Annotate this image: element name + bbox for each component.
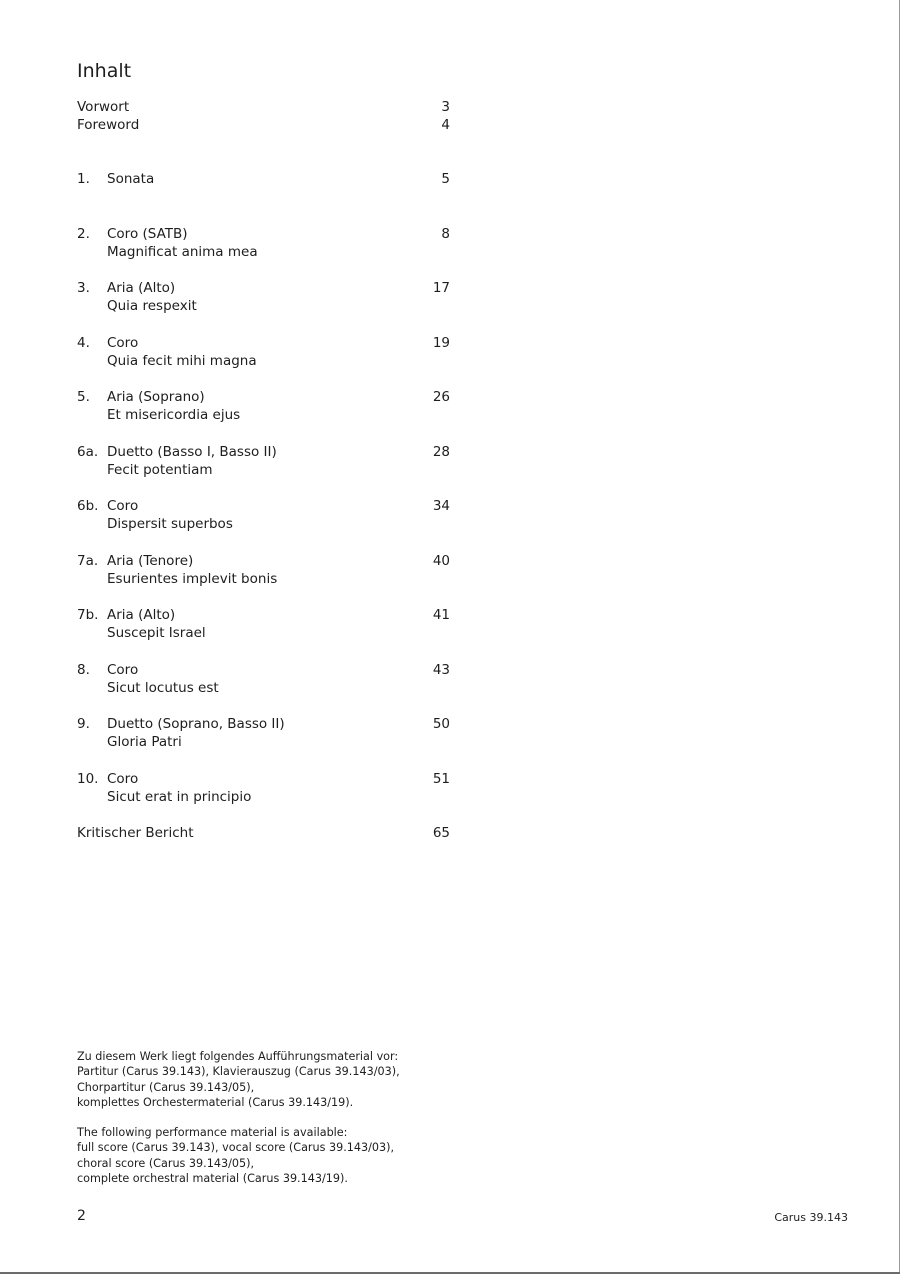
movement-page: 8 [441, 225, 450, 242]
toc-entry-vorwort[interactable] [77, 98, 450, 116]
movement-subtitle: Quia respexit [107, 298, 197, 314]
movement-subtitle: Suscepit Israel [107, 625, 206, 641]
toc-movement-7a[interactable] [77, 552, 450, 588]
movement-number: 8. [77, 661, 90, 678]
movement-page: 19 [432, 334, 450, 351]
movement-subtitle: Gloria Patri [107, 734, 182, 750]
toc-entry-label: Foreword [77, 117, 140, 133]
toc-movement-2[interactable] [77, 225, 450, 261]
toc-entry-page: 3 [441, 99, 450, 115]
movement-label: Duetto (Soprano, Basso II) [107, 716, 285, 732]
movement-number: 7a. [77, 552, 99, 569]
catalog-number: Carus 39.143 [774, 1211, 848, 1224]
movement-number: 6a. [77, 443, 99, 460]
movement-number: 6b. [77, 498, 99, 514]
movement-label: Coro [107, 770, 139, 787]
movement-number: 5. [77, 389, 90, 405]
movement-label: Coro [107, 498, 139, 514]
toc-movement-7b[interactable] [77, 606, 450, 642]
movement-label: Aria (Soprano) [107, 389, 205, 405]
toc-movement-6b[interactable] [77, 497, 450, 533]
toc-movement-10[interactable] [77, 770, 450, 806]
movement-number: 3. [77, 280, 90, 296]
movement-number: 4. [77, 334, 90, 351]
movement-number: 10. [77, 770, 99, 787]
movement-subtitle: Magnificat anima mea [107, 243, 258, 260]
movement-page: 51 [432, 770, 450, 787]
note-line: Chorpartitur (Carus 39.143/05), [77, 1080, 255, 1094]
movement-label: Coro [107, 334, 139, 351]
page-title: Inhalt [77, 60, 132, 82]
movement-label: Aria (Tenore) [107, 552, 194, 569]
toc-entry-label: Vorwort [77, 99, 130, 115]
toc-entry-kritischer-bericht[interactable] [77, 824, 450, 842]
toc-movement-3[interactable] [77, 279, 450, 315]
note-line: choral score (Carus 39.143/05), [77, 1156, 255, 1170]
performance-material-notes [77, 1049, 497, 1201]
toc-movement-5[interactable] [77, 388, 450, 424]
toc-movement-4[interactable] [77, 334, 450, 370]
note-line: komplettes Orchestermaterial (Carus 39.143/19). [77, 1095, 354, 1109]
front-matter [77, 98, 450, 134]
table-of-contents [77, 98, 450, 842]
note-line: full score (Carus 39.143), vocal score (Carus 39.143/03), [77, 1141, 395, 1155]
movement-page: 17 [432, 280, 450, 296]
movement-page: 40 [432, 552, 450, 569]
movement-subtitle: Fecit potentiam [107, 461, 213, 478]
movement-label: Duetto (Basso I, Basso II) [107, 443, 277, 460]
movement-subtitle: Sicut erat in principio [107, 788, 252, 805]
movement-label: Coro [107, 661, 139, 678]
toc-entry-foreword[interactable] [77, 116, 450, 134]
movement-number: 2. [77, 225, 90, 242]
note-line: Zu diesem Werk liegt folgendes Aufführungsmaterial vor: [77, 1050, 399, 1063]
movement-page: 28 [432, 443, 450, 460]
movement-subtitle: Sicut locutus est [107, 679, 219, 696]
note-line: The following performance material is available: [77, 1126, 348, 1140]
note-line: Partitur (Carus 39.143), Klavierauszug (Carus 39.143/03), [77, 1065, 400, 1079]
toc-entry-page: 65 [432, 825, 450, 841]
toc-movement-8[interactable] [77, 661, 450, 697]
movement-subtitle: Et misericordia ejus [107, 407, 241, 423]
notes-english [77, 1125, 497, 1186]
movement-subtitle: Esurientes implevit bonis [107, 570, 278, 587]
movement-label: Sonata [107, 171, 155, 187]
movement-subtitle: Quia fecit mihi magna [107, 352, 257, 369]
movement-subtitle: Dispersit superbos [107, 516, 233, 532]
toc-entry-label: Kritischer Bericht [77, 825, 194, 841]
page-number: 2 [77, 1208, 86, 1224]
movement-label: Coro (SATB) [107, 225, 188, 242]
movement-label: Aria (Alto) [107, 280, 176, 296]
movement-page: 34 [432, 498, 450, 514]
toc-movement-6a[interactable] [77, 443, 450, 479]
movement-page: 41 [432, 607, 450, 623]
movement-page: 43 [432, 661, 450, 678]
notes-german [77, 1049, 497, 1110]
toc-entry-page: 4 [441, 117, 450, 133]
movement-page: 26 [432, 389, 450, 405]
toc-movement-9[interactable] [77, 715, 450, 751]
movement-page: 50 [432, 716, 450, 732]
movement-number: 1. [77, 171, 90, 187]
movement-page: 5 [441, 171, 450, 187]
movement-number: 7b. [77, 607, 99, 623]
note-line: complete orchestral material (Carus 39.143/19). [77, 1172, 348, 1186]
toc-movement-1[interactable] [77, 170, 450, 206]
movement-number: 9. [77, 716, 90, 732]
movement-label: Aria (Alto) [107, 607, 176, 623]
